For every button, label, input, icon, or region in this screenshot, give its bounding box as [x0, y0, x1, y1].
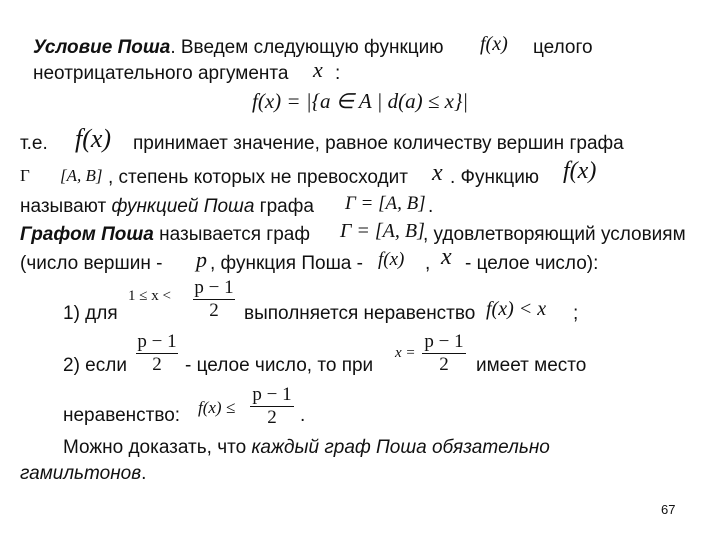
x-var-3: x	[441, 244, 452, 270]
line-4-after: . Функцию	[450, 167, 540, 188]
final-lead: Можно доказать, что	[63, 437, 247, 458]
cond-1-text: выполняется неравенство	[244, 303, 476, 324]
line-7-a: (число вершин -	[20, 253, 163, 274]
line-3-lead: т.е.	[20, 133, 48, 154]
x-var-1: x	[313, 57, 323, 82]
cond-2-end: имеет место	[476, 355, 587, 376]
graph-ab: [A, B]	[60, 166, 103, 185]
line-1-text: . Введем следующую функцию	[170, 37, 444, 58]
gamma-symbol: Γ	[20, 166, 30, 185]
cond-2-fraction-2	[422, 332, 466, 375]
line-5-end: .	[428, 196, 434, 217]
cond-1-fraction	[193, 278, 235, 321]
cond-1-inequality: f(x) < x	[486, 298, 547, 320]
fraction-denominator: 2	[267, 407, 277, 428]
graph-def-2: Γ = [A, B]	[340, 220, 425, 242]
cond-2b-inequality: f(x) ≤	[198, 398, 236, 417]
line-6-rest: называется граф	[159, 224, 310, 245]
f-of-x-1: f(x)	[480, 33, 508, 55]
final-claim-a: каждый граф Поша обязательно	[251, 437, 550, 458]
line-1-end: целого	[533, 37, 593, 58]
line-7-c: ,	[425, 253, 431, 274]
fraction-numerator: p − 1	[252, 384, 292, 405]
fraction-numerator: p − 1	[194, 277, 234, 298]
term-posa-condition: Условие Поша	[33, 37, 171, 58]
cond-2b-label: неравенство:	[63, 405, 181, 426]
f-of-x-4: f(x)	[378, 249, 405, 270]
cond-2b-end: .	[300, 405, 306, 426]
final-end: .	[141, 463, 147, 484]
term-posa-graph: Графом Поша	[20, 224, 154, 245]
fraction-denominator: 2	[439, 354, 449, 375]
fraction-denominator: 2	[152, 354, 162, 375]
fraction-numerator: p − 1	[424, 331, 464, 352]
cond-2-fraction	[136, 332, 178, 375]
line-5-rest: графа	[259, 196, 314, 217]
line-6	[20, 224, 310, 246]
term-posa-function: функцией Поша	[111, 196, 255, 217]
cond-1-label: 1) для	[63, 303, 118, 324]
fraction-denominator: 2	[209, 300, 219, 321]
line-7-d: - целое число):	[465, 253, 599, 274]
cond-2-text: - целое число, то при	[185, 355, 374, 376]
x-var-2: x	[432, 160, 443, 186]
line-4-text: , степень которых не превосходит	[108, 167, 408, 188]
p-var: p	[196, 247, 207, 272]
line-5-lead: называют	[20, 196, 107, 217]
cond-2-label: 2) если	[63, 355, 127, 376]
line-2-colon: :	[335, 63, 341, 84]
line-2-text: неотрицательного аргумента	[33, 63, 289, 84]
cond-1-end: ;	[573, 303, 579, 324]
cond-2b-fraction	[250, 385, 294, 428]
cond-1-lhs: 1 ≤ x <	[128, 288, 171, 304]
line-6-end: , удовлетворяющий условиям	[423, 224, 686, 245]
line-3-text: принимает значение, равное количеству вершин графа	[133, 133, 624, 154]
line-1	[33, 37, 444, 59]
final-claim-b: гамильтонов	[20, 463, 142, 484]
graph-def-1: Γ = [A, B]	[345, 193, 426, 214]
fraction-numerator: p − 1	[137, 331, 177, 352]
cond-2-x-equals: x =	[395, 345, 416, 361]
f-of-x-3: f(x)	[563, 158, 597, 184]
line-5	[20, 196, 314, 218]
final-line-1	[63, 437, 550, 459]
f-of-x-2: f(x)	[75, 124, 112, 153]
line-7-b: , функция Поша -	[210, 253, 363, 274]
formula-posa-function: f(x) = |{a ∈ A | d(a) ≤ x}|	[252, 89, 469, 113]
final-line-2	[20, 463, 146, 485]
page-number: 67	[661, 502, 676, 517]
